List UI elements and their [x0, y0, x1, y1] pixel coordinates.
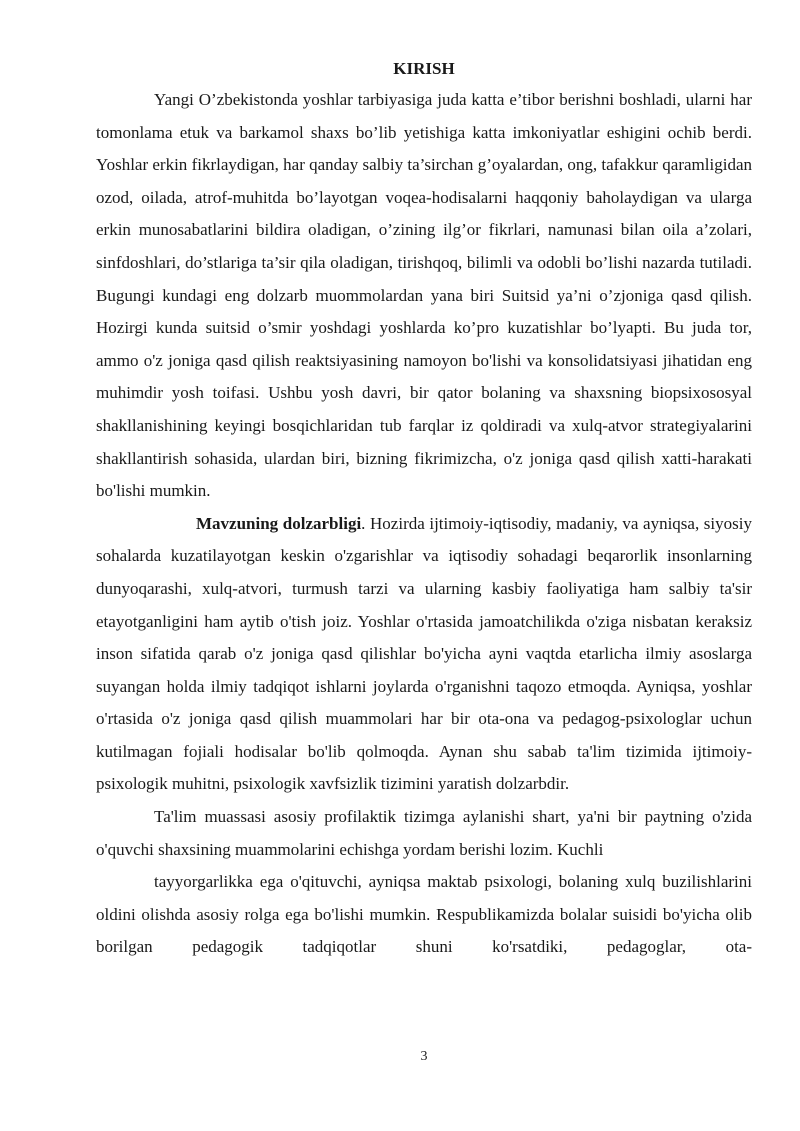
- page-number: 3: [420, 1049, 428, 1064]
- paragraph-teachers: tayyorgarlikka ega o'qituvchi, ayniqsa maktab psixologi, bolaning xulq buzilishlarini oldini olishda asosiy rolga ega bo'lishi mumkin. Respublikamizda bolalar suisidi bo'yicha olib borilgan pedagogik tadqiqotlar shuni ko'rsatdiki, pedagoglar, ota-: [96, 872, 752, 957]
- section-title: KIRISH: [393, 59, 455, 78]
- paragraph-relevance: [96, 508, 752, 801]
- page-body: [96, 56, 752, 964]
- paragraph-intro: Yangi O’zbekistonda yoshlar tarbiyasiga juda katta e’tibor berishni boshladi, ularni har tomonlama etuk va barkamol shaxs bo’lib yetishiga katta imkoniyatlar eshigini ochib berdi. Yoshlar erkin fikrlaydigan, har qanday salbiy ta’sirchan g’oyalardan, ong, tafakkur qaramligidan ozod, oilada, atrof-muhitda bo’layotgan voqea-hodisalarni haqqoniy baholaydigan va ularga erkin munosabatlarini bildira oladigan, o’zining ilg’or fikrlari, namunasi bilan oila a’zolari, sinfdoshlari, do’stlariga ta’sir qila oladigan, tirishqoq, bilimli va odobli bo’lishi nazarda tutiladi. Bugungi kundagi eng dolzarb muommolardan yana biri Suitsid ya’ni o’zjoniga qasd qilish. Hozirgi kunda suitsid o’smir yoshdagi yoshlarda ko’pro kuzatishlar bo’lyapti. Bu juda tor, ammo o'z joniga qasd qilish reaktsiyasining namoyon bo'lishi va konsolidatsiyasi jihatidan eng muhimdir yosh toifasi. Ushbu yosh davri, bir qator bolaning va shaxsning biopsixososyal shakllanishining keyingi bosqichlaridan tub farqlar iz qoldiradi va xulq-atvor strategiyalarini shakllantirish sohasida, ulardan biri, bizning fikrimizcha, o'z joniga qasd qilish xatti-harakati bo'lishi mumkin.: [96, 90, 752, 501]
- paragraph-prevention: Ta'lim muassasi asosiy profilaktik tizimga aylanishi shart, ya'ni bir paytning o'zida o'quvchi shaxsining muammolarini echishga yordam berishi lozim. Kuchli: [96, 807, 752, 859]
- relevance-heading: Mavzuning dolzarbligi: [196, 513, 362, 533]
- relevance-text: . Hozirda ijtimoiy-iqtisodiy, madaniy, va ayniqsa, siyosiy sohalarda kuzatilayotgan keskin o'zgarishlar va iqtisodiy sohadagi beqarorlik insonlarning dunyoqarashi, xulq-atvori, turmush tarzi va ularning kasbiy faoliyatiga ham salbiy ta'sir etayotganligini ham aytib o'tish joiz. Yoshlar o'rtasida jamoatchilikda o'ziga nisbatan keraksiz inson sifatida qarab o'z joniga qasd qilishlar bo'yicha ayni vaqtda etarlicha ilmiy asoslarga suyangan holda ilmiy tadqiqot ishlarni joylarda o'rganishni taqozo etmoqda. Ayniqsa, yoshlar o'rtasida o'z joniga qasd qilish muammolari har bir ota-ona va pedagog-psixologlar uchun kutilmagan fojiali hodisalar bo'lib qolmoqda. Aynan shu sabab ta'lim tizimida ijtimoiy-psixologik muhitni, psixologik xavfsizlik tizimini yaratish dolzarbdir.: [96, 513, 752, 794]
